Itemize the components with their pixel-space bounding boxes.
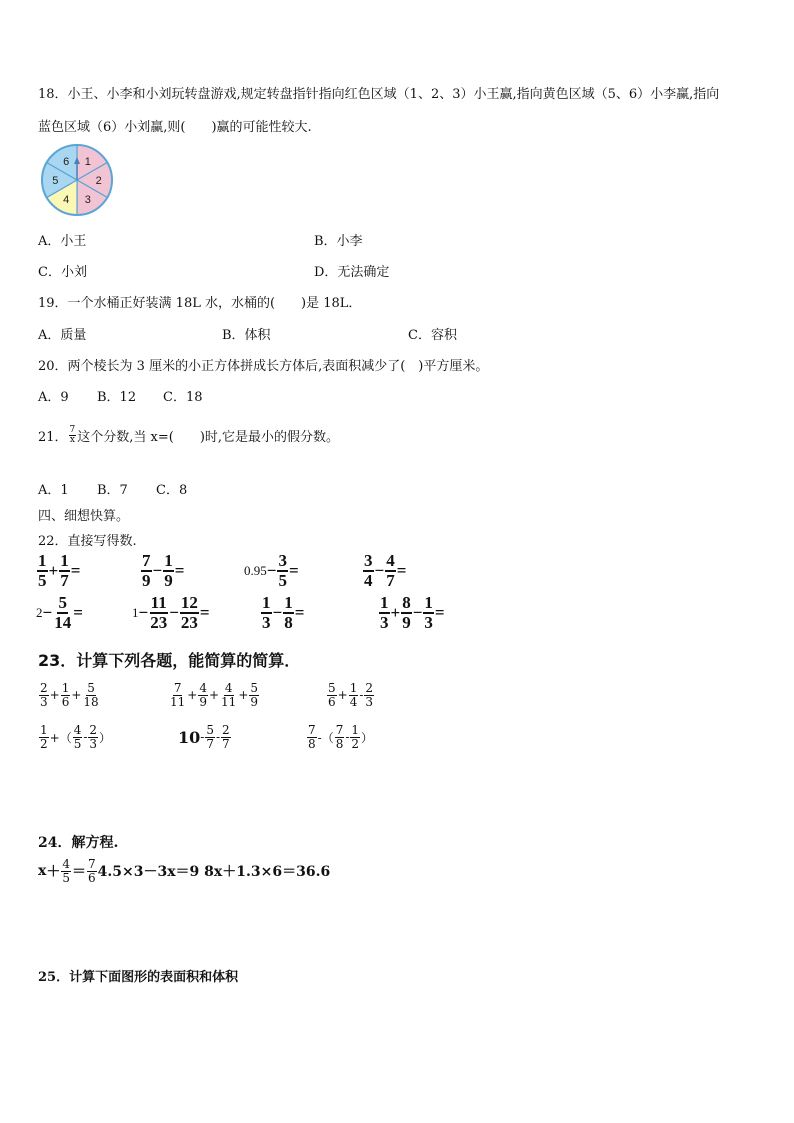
q25-title: 25．计算下面图形的表面积和体积 (38, 970, 239, 985)
q23-expr-1: $\frac{2}{3}$ + $\frac{1}{6}$ + $\frac{5}{18}$ (40, 681, 99, 709)
q21-frac-den: x (69, 435, 75, 446)
q20-option-b[interactable]: B．12 (97, 390, 137, 405)
q19-stem: 19．一个水桶正好装满 18L 水，水桶的( )是 18L． (38, 296, 362, 311)
spinner-label-5: 5 (52, 175, 59, 187)
q18-stem-line1: 18．小王、小李和小刘玩转盘游戏,规定转盘指针指向红色区域（1、2、3）小王赢,指向黄色区域（5、6）小李赢,指向 (38, 87, 720, 102)
spinner-label-4: 4 (63, 193, 70, 206)
q22-expr-3: 0.95 − $\frac{3}{5}$ = (244, 551, 299, 590)
q22-expr-6: 1 − $\frac{11}{23}$ − $\frac{12}{23}$ = (132, 593, 210, 632)
q21-fraction (69, 426, 77, 446)
q23-expr-2: $\frac{7}{11}$ + $\frac{4}{9}$ + $\frac{4}{11}$ + $\frac{5}{9}$ (170, 681, 259, 709)
q23-expr-5: 10 - $\frac{5}{7}$ - $\frac{2}{7}$ (178, 723, 230, 751)
spinner-label-2: 2 (95, 175, 102, 187)
q22-expr-4: $\frac{3}{4}$ − $\frac{4}{7}$ = (364, 551, 407, 590)
q21-number: 21． (38, 430, 68, 446)
q22-expr-8: $\frac{1}{3}$ + $\frac{8}{9}$ − $\frac{1}{3}$ = (380, 593, 445, 632)
q18-option-a[interactable]: A．小王 (38, 234, 87, 249)
q21-option-a[interactable]: A．1 (38, 483, 69, 498)
q20-option-a[interactable]: A．9 (38, 390, 69, 405)
q20-option-c[interactable]: C．18 (163, 390, 203, 405)
q22-expr-5: 2 − $\frac{5}{14}$ = (36, 593, 83, 632)
q18-stem-line2: 蓝色区域（6）小刘赢,则( )赢的可能性较大. (38, 120, 312, 135)
q21-option-b[interactable]: B．7 (97, 483, 128, 498)
q23-title: 23．计算下列各题，能简算的简算． (38, 651, 301, 670)
q19-option-a[interactable]: A．质量 (38, 328, 87, 343)
q23-expr-6: $\frac{7}{8}$ -（ $\frac{7}{8}$ - $\frac{1}{2}$ ） (308, 723, 374, 751)
q22-expr-7: $\frac{1}{3}$ − $\frac{1}{8}$ = (262, 593, 305, 632)
q21-stem-row (38, 426, 339, 446)
q24-title: 24．解方程. (38, 835, 119, 851)
spinner-label-6: 6 (63, 156, 70, 169)
q21-frac-num: 7 (69, 425, 76, 435)
spinner-label-3: 3 (84, 193, 91, 206)
q18-option-c[interactable]: C．小刘 (38, 265, 87, 280)
section-four-heading: 四、细想快算。 (38, 509, 130, 524)
q24-equations: x ＋ $\frac{4}{5}$ ＝ $\frac{7}{6}$ 4.5×3－3x＝9 8x＋1.3×6＝36.6 (38, 857, 331, 885)
q20-stem: 20．两个棱长为 3 厘米的小正方体拼成长方体后,表面积减少了( )平方厘米。 (38, 359, 489, 374)
q18-option-b[interactable]: B．小李 (314, 234, 363, 249)
q22-title: 22．直接写得数. (38, 534, 137, 549)
q22-expr-2: $\frac{7}{9}$ − $\frac{1}{9}$ = (142, 551, 185, 590)
q23-expr-4: $\frac{1}{2}$ +（ $\frac{4}{5}$ - $\frac{2}{3}$ ） (40, 723, 112, 751)
spinner-label-1: 1 (84, 156, 91, 169)
q21-stem: 这个分数,当 x=( )时,它是最小的假分数。 (77, 430, 340, 446)
q21-option-c[interactable]: C．8 (156, 483, 188, 498)
q23-expr-3: $\frac{5}{6}$ + $\frac{1}{4}$ - $\frac{2}{3}$ (328, 681, 374, 709)
q19-option-c[interactable]: C．容积 (408, 328, 457, 343)
spinner-diagram (37, 142, 117, 218)
q22-expr-1: $\frac{1}{5}$ + $\frac{1}{7}$ = (38, 551, 81, 590)
q19-option-b[interactable]: B．体积 (222, 328, 271, 343)
q18-option-d[interactable]: D．无法确定 (314, 265, 390, 280)
